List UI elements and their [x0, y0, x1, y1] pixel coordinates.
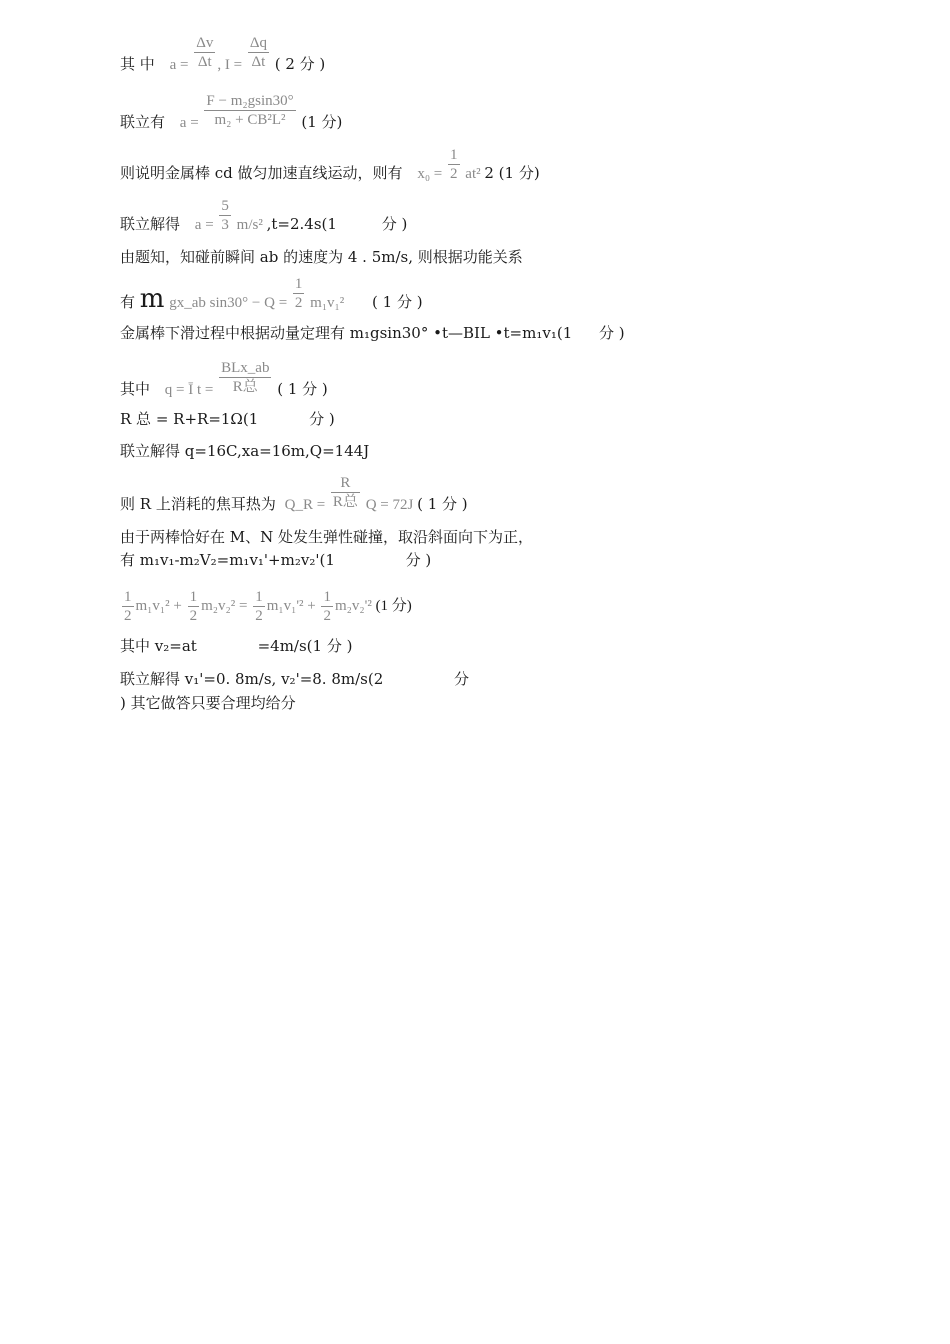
frac-den: R总 [232, 379, 258, 396]
frac-den: Δt [197, 54, 212, 71]
line-1-equation: a = $\frac{\Delta v}{\Delta t}$ , I = $\frac{\Delta q}{\Delta t}$ [169, 35, 267, 73]
line-16 [120, 669, 469, 689]
frac-num: 1 [323, 589, 331, 605]
line-14: $\frac{1}{2}$ m₁v₁² + $\frac{1}{2}$ m₂v₂² = $\frac{1}{2}$ m₁v₁'² + $\frac{1}{2}$ m₂v₂'² (1 分) [124, 589, 412, 624]
line-6-score: ( 1 分 ) [372, 293, 423, 311]
line-11-prefix: 则 R 上消耗的焦耳热为 [120, 495, 276, 513]
eq-term-4: m₂v₂'² [334, 597, 372, 614]
line-4 [120, 198, 408, 235]
line-12: 由于两棒恰好在 M、N 处发生弹性碰撞，取沿斜面向下为正， [120, 528, 534, 546]
frac-num: R [331, 474, 360, 493]
line-13-score: 分 ) [405, 551, 432, 569]
frac-num: Δv [196, 35, 214, 52]
line-9 [120, 409, 335, 429]
frac-den: Δt [251, 54, 266, 71]
eq-rhs: at² [465, 166, 481, 182]
frac-den: m₂ + CB²L² [214, 112, 286, 129]
frac-num: F − m₂gsin30° [206, 93, 294, 110]
line-13-text: 有 m₁v₁-m₂V₂=m₁v₁'+m₂v₂'(1 [120, 551, 335, 569]
line-16-score: 分 [454, 670, 470, 688]
eq-part-1: gx_ab sin30° − Q = [169, 295, 288, 311]
line-3-prefix: 则说明金属棒 cd 做匀加速直线运动，则有 [120, 164, 403, 182]
line-9-text: R 总 = R+R=1Ω(1 [120, 410, 259, 428]
line-2-prefix: 联立有 [120, 113, 166, 131]
frac-den: 3 [221, 217, 229, 234]
line-13 [120, 550, 431, 570]
line-8 [120, 360, 328, 400]
line-6 [120, 276, 423, 314]
frac-num: Δq [249, 35, 267, 52]
frac-num: 1 [450, 147, 458, 164]
line-15-text2: =4m/s(1 分 ) [257, 637, 353, 655]
frac-den: 2 [323, 608, 331, 624]
line-5: 由题知，知碰前瞬间 ab 的速度为 4 . 5m/s, 则根据功能关系 [120, 248, 523, 266]
line-6-prefix: 有 [120, 293, 136, 311]
eq-term-3: m₁v₁'² [266, 597, 304, 614]
line-10: 联立解得 q=16C,xa=16m,Q=144J [120, 442, 370, 460]
line-8-prefix: 其中 [120, 380, 151, 398]
line-3-equation [417, 147, 484, 183]
frac-num: 1 [189, 589, 198, 605]
frac-den: 2 [294, 295, 303, 312]
line-6-equation [169, 276, 348, 312]
line-2-score: (1 分) [301, 113, 343, 131]
line-7-text: 金属棒下滑过程中根据动量定理有 m₁gsin30° •t—BIL •t=m₁v₁(1 [120, 324, 573, 342]
frac-num: 1 [124, 589, 132, 605]
line-4-score: 分 ) [381, 215, 408, 233]
frac-den: 2 [450, 166, 458, 183]
frac-den: 2 [189, 608, 198, 624]
line-9-score: 分 ) [309, 410, 335, 428]
line-4-equation [194, 198, 267, 234]
line-15-text: 其中 v₂=at [120, 637, 197, 655]
line-2 [120, 93, 343, 133]
eq-rhs: Q = 72J [365, 497, 414, 513]
line-15 [120, 636, 352, 656]
line-11-score: ( 1 分 ) [417, 495, 468, 513]
frac-den: R总 [332, 494, 358, 511]
line-1-prefix: 其 中 [120, 55, 155, 73]
eq-term-2: m₂v₂² [201, 597, 236, 614]
frac-num: 1 [294, 276, 303, 293]
eq-unit: m/s² [236, 217, 263, 233]
frac-num: 1 [255, 589, 263, 605]
line-14-score: (1 分) [375, 597, 412, 614]
line-11 [120, 475, 468, 515]
line-6-big-m: m [139, 284, 165, 314]
eq-lhs: x₀ = [417, 166, 443, 182]
line-4-prefix: 联立解得 [120, 215, 181, 233]
eq-lhs: q = Ī t = [164, 382, 214, 398]
line-2-equation: a = $\frac{\text{F − m₂gsin30°}}{\text{m₂ + CB²L²}}$ [179, 93, 294, 131]
line-17: ) 其它做答只要合理均给分 [120, 694, 296, 712]
eq-lhs: a = [194, 217, 214, 233]
eq-term-1: m₁v₁² [135, 597, 170, 614]
line-16-text: 联立解得 v₁'=0. 8m/s, v₂'=8. 8m/s(2 [120, 670, 384, 688]
line-8-score: ( 1 分 ) [277, 380, 328, 398]
line-7-score: 分 ) [599, 324, 625, 342]
frac-num: 5 [221, 198, 229, 215]
line-1-score: ( 2 分 ) [274, 55, 326, 73]
eq-part-2: m₁v₁² [310, 295, 345, 311]
line-3 [120, 147, 540, 184]
line-4-text: ,t=2.4s(1 [266, 215, 337, 233]
line-7 [120, 323, 625, 343]
line-11-equation [284, 475, 417, 513]
frac-den: 2 [124, 608, 132, 624]
frac-den: 2 [255, 608, 263, 624]
line-8-equation [164, 360, 277, 398]
line-3-score: 2 (1 分) [484, 164, 540, 182]
frac-num: BLx_ab [221, 360, 270, 377]
eq-lhs: Q_R = [284, 497, 326, 513]
